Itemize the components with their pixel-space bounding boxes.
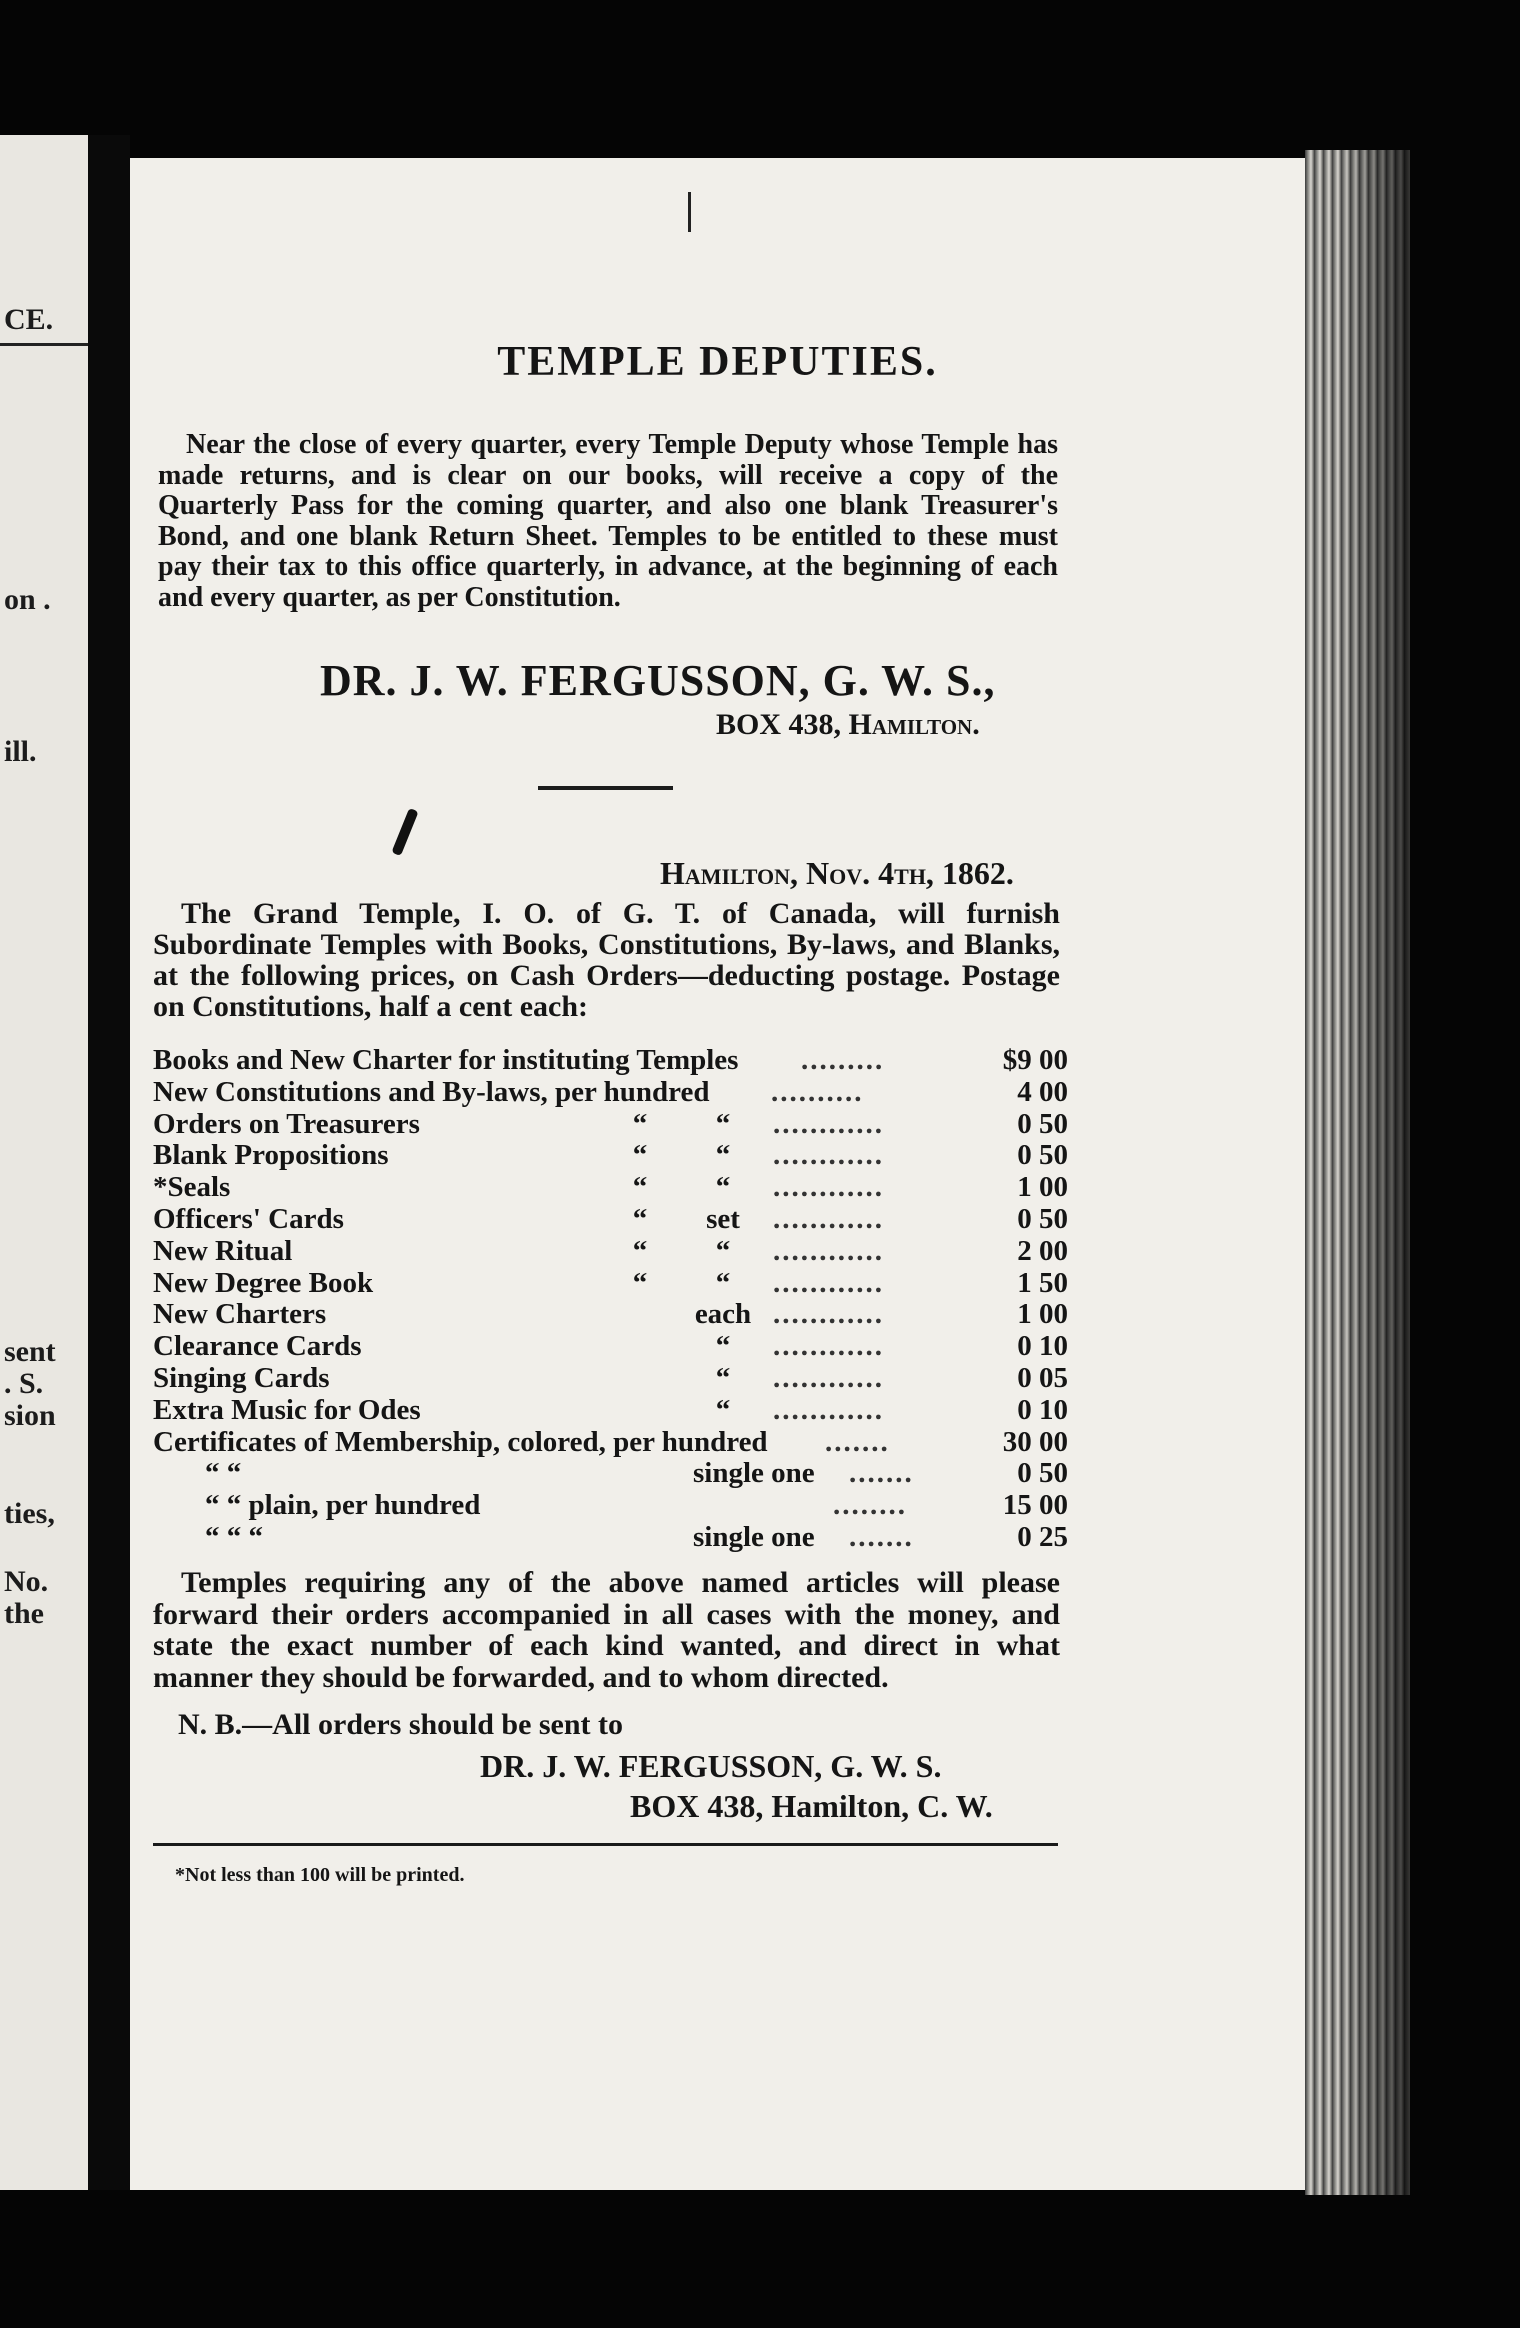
price-row xyxy=(153,1363,1068,1395)
dateline: Hamilton, Nov. 4th, 1862. xyxy=(660,855,1014,891)
page-gutter xyxy=(88,135,130,2190)
price-item: Extra Music for Odes xyxy=(153,1393,421,1426)
unit-ditto: “ xyxy=(632,1107,648,1140)
price-row xyxy=(153,1522,1068,1554)
page-edges-shadow xyxy=(1340,150,1410,2195)
unit-ditto: “ xyxy=(632,1234,648,1267)
leader-dots: ............ xyxy=(773,1298,884,1331)
unit-ditto: “ xyxy=(715,1139,731,1172)
price-row xyxy=(153,1268,1068,1300)
left-fragment: on . xyxy=(4,583,51,616)
signature-name: DR. J. W. FERGUSSON, G. W. S., xyxy=(320,656,996,705)
left-page-rule xyxy=(0,343,88,346)
leader-dots: ......... xyxy=(801,1044,885,1076)
price-value: 0 50 xyxy=(1017,1457,1068,1490)
deputies-notice-paragraph: Near the close of every quarter, every Temple Deputy whose Temple has made returns, and is clear on our books, will receive a copy of the Quarterly Pass for the coming quarter, and also one blank Treasurer's Bond, and one blank Return Sheet. Temples to be entitled to these must pay their tax to this office quarterly, in advance, at the beginning of each and every quarter, as per Constitution. xyxy=(158,429,1058,613)
price-row xyxy=(153,1490,1068,1522)
nb-address: BOX 438, Hamilton, C. W. xyxy=(630,1788,993,1824)
price-row xyxy=(153,1045,1068,1077)
leader-dots: ............ xyxy=(773,1139,884,1172)
left-fragment: CE. xyxy=(4,303,54,336)
price-item: Orders on Treasurers xyxy=(153,1107,420,1140)
price-intro-paragraph: The Grand Temple, I. O. of G. T. of Canada, will furnish Subordinate Temples with Books, Constitutions, By-laws, and Blanks, at the following prices, on Cash Orders—deducting postage. Postage on Constitutions, half a cent each: xyxy=(153,897,1060,1023)
unit-ditto: “ xyxy=(715,1361,731,1394)
price-row xyxy=(153,1236,1068,1268)
footnote: *Not less than 100 will be printed. xyxy=(175,1864,465,1886)
price-item: “ “ “ xyxy=(205,1520,263,1553)
price-item: “ “ xyxy=(205,1457,242,1490)
leader-dots: ............ xyxy=(773,1330,884,1363)
price-item: Singing Cards xyxy=(153,1361,330,1394)
price-value: 15 00 xyxy=(1002,1489,1068,1522)
unit-ditto: “ xyxy=(715,1393,731,1426)
unit-label: single one xyxy=(693,1457,815,1490)
price-list xyxy=(153,1045,1068,1554)
left-fragment: the xyxy=(4,1597,44,1630)
unit-ditto: “ xyxy=(632,1266,648,1299)
unit-ditto: “ xyxy=(715,1171,731,1204)
unit-ditto: “ xyxy=(715,1330,731,1363)
price-value: 0 50 xyxy=(1017,1139,1068,1172)
price-item: Books and New Charter for instituting Temples xyxy=(153,1044,739,1076)
price-row xyxy=(153,1458,1068,1490)
left-fragment: ill. xyxy=(4,735,37,768)
price-row xyxy=(153,1299,1068,1331)
price-value: 0 25 xyxy=(1017,1520,1068,1553)
price-row xyxy=(153,1077,1068,1109)
footnote-rule xyxy=(153,1843,1058,1846)
price-value: 1 50 xyxy=(1017,1266,1068,1299)
leader-dots: .......... xyxy=(771,1075,864,1108)
price-item: *Seals xyxy=(153,1171,231,1204)
price-row xyxy=(153,1140,1068,1172)
price-value: 1 00 xyxy=(1017,1171,1068,1204)
leader-dots: ............ xyxy=(773,1266,884,1299)
leader-dots: ....... xyxy=(849,1457,914,1490)
leader-dots: ............ xyxy=(773,1171,884,1204)
price-item: Officers' Cards xyxy=(153,1202,344,1235)
price-item: New Degree Book xyxy=(153,1266,374,1299)
price-row xyxy=(153,1331,1068,1363)
leader-dots: ............ xyxy=(773,1107,884,1140)
price-item: New Constitutions and By-laws, per hundred xyxy=(153,1075,710,1108)
unit-ditto: “ xyxy=(632,1171,648,1204)
leader-dots: ............ xyxy=(773,1202,884,1235)
price-row xyxy=(153,1172,1068,1204)
section-divider xyxy=(538,786,673,790)
left-fragment: No. xyxy=(4,1565,49,1598)
leader-dots: ........ xyxy=(833,1489,907,1522)
price-item: Certificates of Membership, colored, per hundred xyxy=(153,1425,768,1458)
left-fragment: ties, xyxy=(4,1497,55,1530)
price-value: 30 00 xyxy=(1002,1425,1068,1458)
price-item: Clearance Cards xyxy=(153,1330,362,1363)
leader-dots: ....... xyxy=(825,1425,890,1458)
unit-label: single one xyxy=(693,1520,815,1553)
leader-dots: ....... xyxy=(849,1520,914,1553)
nb-signature: DR. J. W. FERGUSSON, G. W. S. xyxy=(480,1748,942,1784)
price-item: “ “ plain, per hundred xyxy=(205,1489,481,1522)
leader-dots: ............ xyxy=(773,1393,884,1426)
price-item: Blank Propositions xyxy=(153,1139,389,1172)
price-value: 0 05 xyxy=(1017,1361,1068,1394)
unit-ditto: “ xyxy=(715,1107,731,1140)
unit-ditto: “ xyxy=(715,1234,731,1267)
nb-note: N. B.—All orders should be sent to xyxy=(178,1708,624,1741)
unit-label: set xyxy=(706,1202,740,1235)
price-row xyxy=(153,1109,1068,1141)
price-value: 0 10 xyxy=(1017,1330,1068,1363)
left-page-fragment xyxy=(0,135,88,2190)
unit-label: each xyxy=(694,1298,752,1331)
price-value: 0 10 xyxy=(1017,1393,1068,1426)
page-title: TEMPLE DEPUTIES. xyxy=(497,339,938,385)
price-item: New Charters xyxy=(153,1298,327,1331)
left-fragment: sent xyxy=(4,1335,56,1368)
unit-ditto: “ xyxy=(632,1202,648,1235)
leader-dots: ............ xyxy=(773,1234,884,1267)
leader-dots: ............ xyxy=(773,1361,884,1394)
pencil-mark xyxy=(688,192,691,232)
closing-paragraph: Temples requiring any of the above named articles will please forward their orders accompanied in all cases with the money, and state the exact number of each kind wanted, and direct in what manner they should be forwarded, and to whom directed. xyxy=(153,1566,1060,1694)
left-fragment: . S. xyxy=(4,1367,44,1400)
price-value: $9 00 xyxy=(1002,1044,1068,1076)
signature-address: BOX 438, Hamilton. xyxy=(716,708,980,741)
price-row xyxy=(153,1204,1068,1236)
price-value: 0 50 xyxy=(1017,1107,1068,1140)
unit-ditto: “ xyxy=(715,1266,731,1299)
price-value: 0 50 xyxy=(1017,1202,1068,1235)
left-fragment: sion xyxy=(4,1399,56,1432)
unit-ditto: “ xyxy=(632,1139,648,1172)
price-value: 1 00 xyxy=(1017,1298,1068,1331)
price-row xyxy=(153,1427,1068,1459)
price-row xyxy=(153,1395,1068,1427)
price-value: 2 00 xyxy=(1017,1234,1068,1267)
price-item: New Ritual xyxy=(153,1234,293,1267)
price-value: 4 00 xyxy=(1017,1075,1068,1108)
